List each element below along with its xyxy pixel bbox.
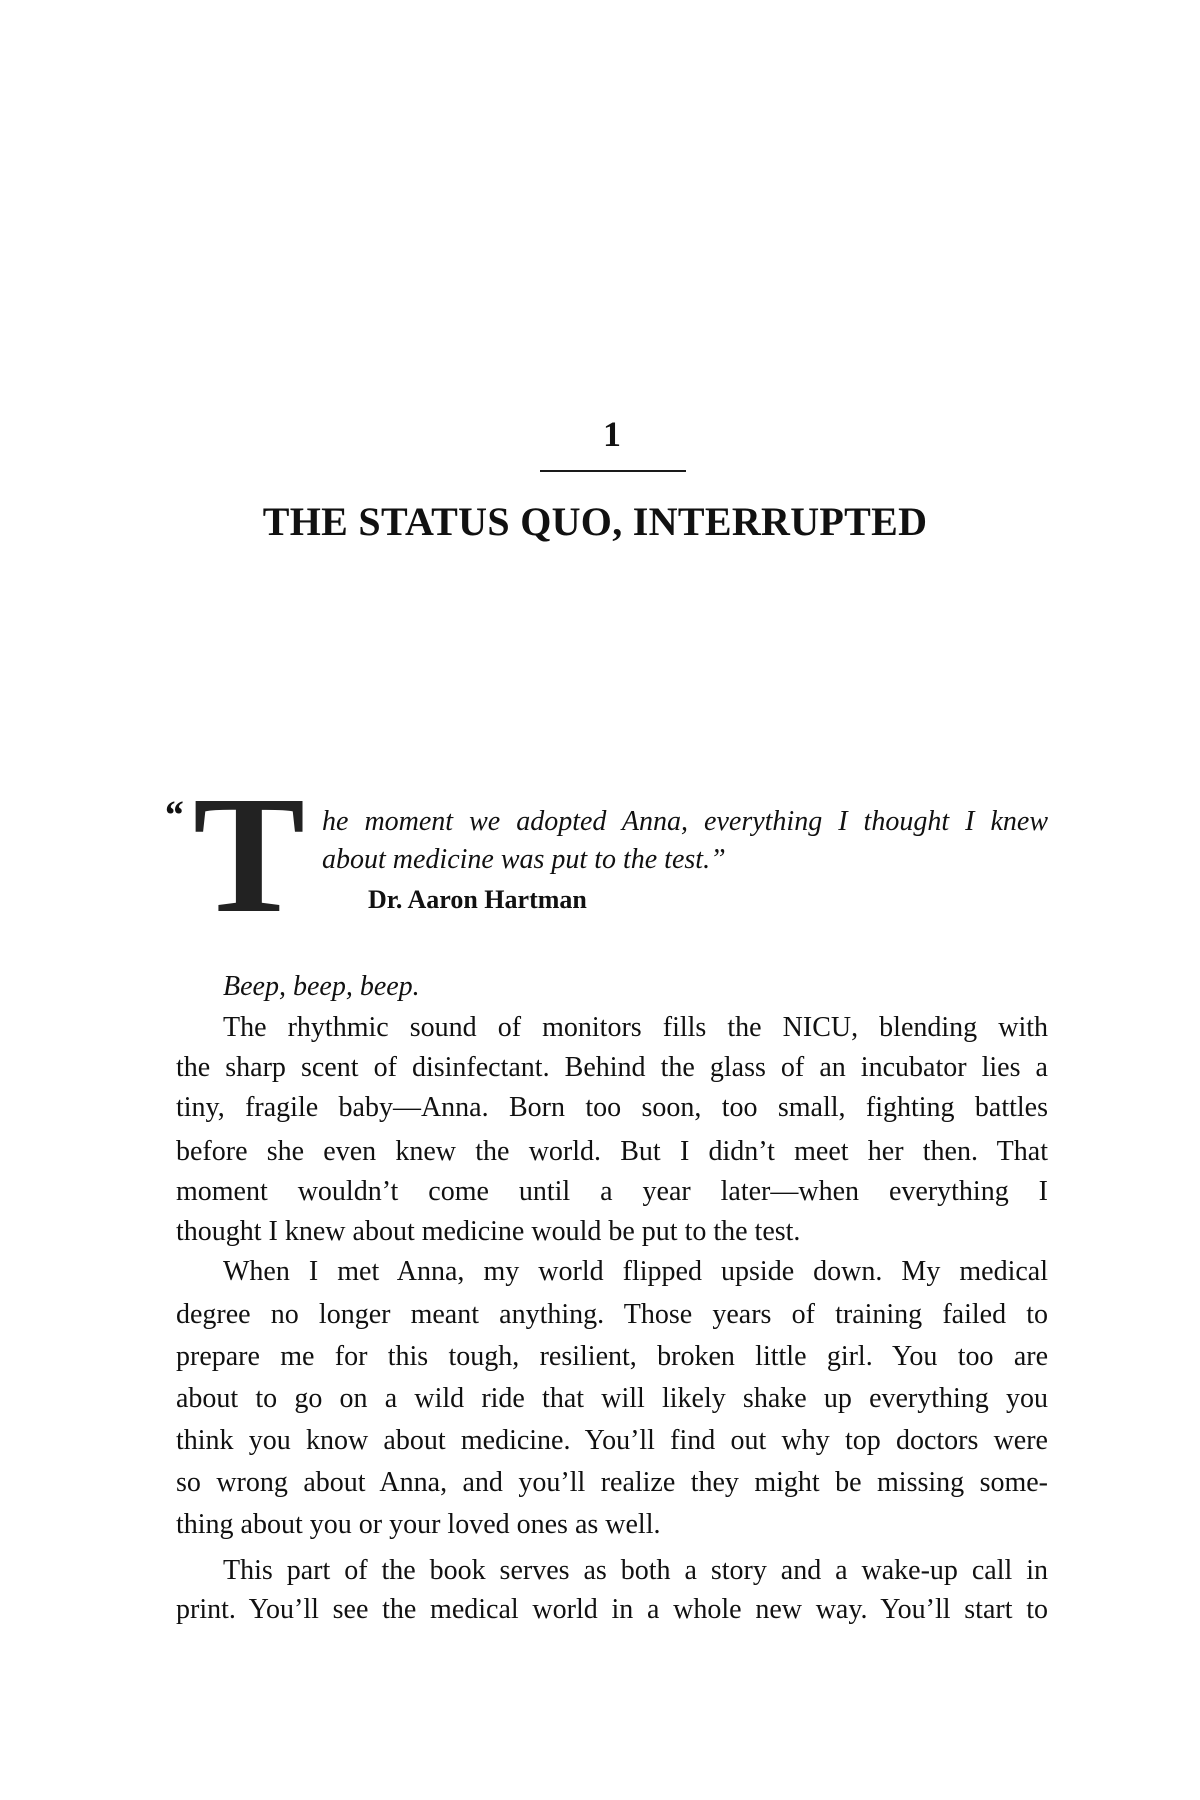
chapter-divider-rule (540, 470, 686, 472)
body-line: prepare me for this tough, resilient, broken little girl. You too are (176, 1341, 1048, 1372)
body-line: about to go on a wild ride that will likely shake up everything you (176, 1383, 1048, 1414)
body-line: moment wouldn’t come until a year later—when everything I (176, 1176, 1048, 1207)
body-line: degree no longer meant anything. Those years of training failed to (176, 1299, 1048, 1330)
epigraph-line: he moment we adopted Anna, everything I thought I knew (322, 806, 1048, 837)
chapter-number: 1 (603, 414, 621, 454)
body-line: think you know about medicine. You’ll find out why top doctors were (176, 1425, 1048, 1456)
body-line: tiny, fragile baby—Anna. Born too soon, too small, fighting battles (176, 1092, 1048, 1123)
body-line: The rhythmic sound of monitors fills the NICU, blending with (223, 1012, 1048, 1043)
epigraph-line: about medicine was put to the test.” (322, 844, 726, 875)
chapter-title: THE STATUS QUO, INTERRUPTED (262, 499, 928, 544)
body-line: thing about you or your loved ones as well. (176, 1509, 661, 1540)
drop-cap: T (193, 762, 306, 948)
body-line: Beep, beep, beep. (223, 971, 420, 1002)
body-line: so wrong about Anna, and you’ll realize they might be missing some- (176, 1467, 1048, 1498)
body-line: When I met Anna, my world flipped upside down. My medical (223, 1256, 1048, 1287)
body-line: print. You’ll see the medical world in a whole new way. You’ll start to (176, 1594, 1048, 1625)
body-line: before she even knew the world. But I didn’t meet her then. That (176, 1136, 1048, 1167)
open-quote-mark: “ (163, 792, 183, 837)
body-line: the sharp scent of disinfectant. Behind the glass of an incubator lies a (176, 1052, 1048, 1083)
body-line: thought I knew about medicine would be put to the test. (176, 1216, 801, 1247)
body-line: This part of the book serves as both a story and a wake-up call in (223, 1555, 1048, 1586)
epigraph-attribution: Dr. Aaron Hartman (368, 885, 587, 914)
